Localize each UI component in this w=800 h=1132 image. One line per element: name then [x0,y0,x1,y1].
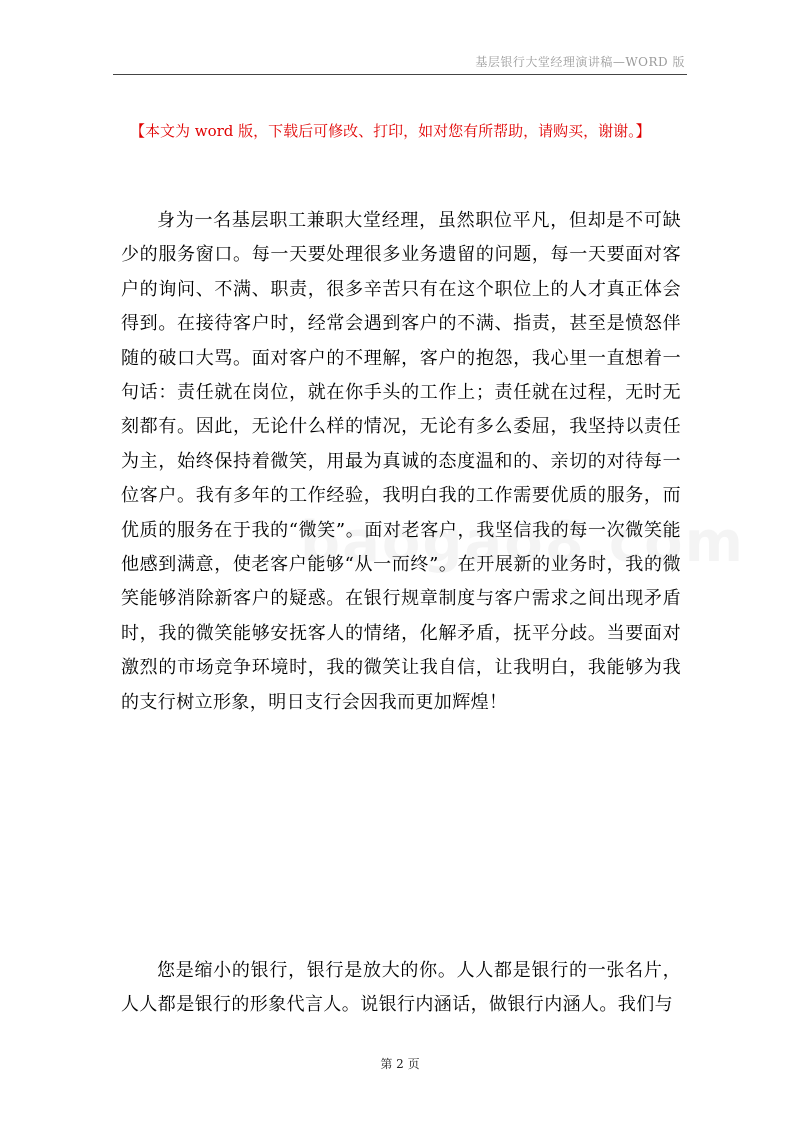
body-paragraph-2: 您是缩小的银行，银行是放大的你。人人都是银行的一张名片，人人都是银行的形象代言人。说银行内涵话，做银行内涵人。我们与 [121,960,681,1016]
header-divider [113,74,687,75]
body-paragraph-1: 身为一名基层职工兼职大堂经理，虽然职位平凡，但却是不可缺少的服务窗口。每一天要处理很多业务遗留的问题，每一天要面对客户的询问、不满、职责，很多辛苦只有在这个职位上的人才真正体会得到。在接待客户时，经常会遇到客户的不满、指责，甚至是愤怒伴随的破口大骂。面对客户的不理解，客户的抱怨，我心里一直想着一句话：责任就在岗位，就在你手头的工作上；责任就在过程，无时无刻都有。因此，无论什么样的情况，无论有多么委屈，我坚持以责任为主，始终保持着微笑，用最为真诚的态度温和的、亲切的对待每一位客户。我有多年的工作经验，我明白我的工作需要优质的服务，而优质的服务在于我的“微笑”。面对老客户，我坚信我的每一次微笑能他感到满意，使老客户能够“从一而终”。在开展新的业务时，我的微笑能够消除新客户的疑惑。在银行规章制度与客户需求之间出现矛盾时，我的微笑能够安抚客人的情绪，化解矛盾，抚平分歧。当要面对激烈的市场竞争环境时，我的微笑让我自信，让我明白，我能够为我的支行树立形象，明日支行会因我而更加辉煌！ [121,210,681,713]
page-number: 第 2 页 [380,1057,420,1071]
document-header-title: 基层银行大堂经理演讲稿—WORD 版 [475,55,685,69]
download-notice: 【本文为 word 版，下载后可修改、打印，如对您有所帮助，请购买，谢谢。】 [130,122,651,140]
